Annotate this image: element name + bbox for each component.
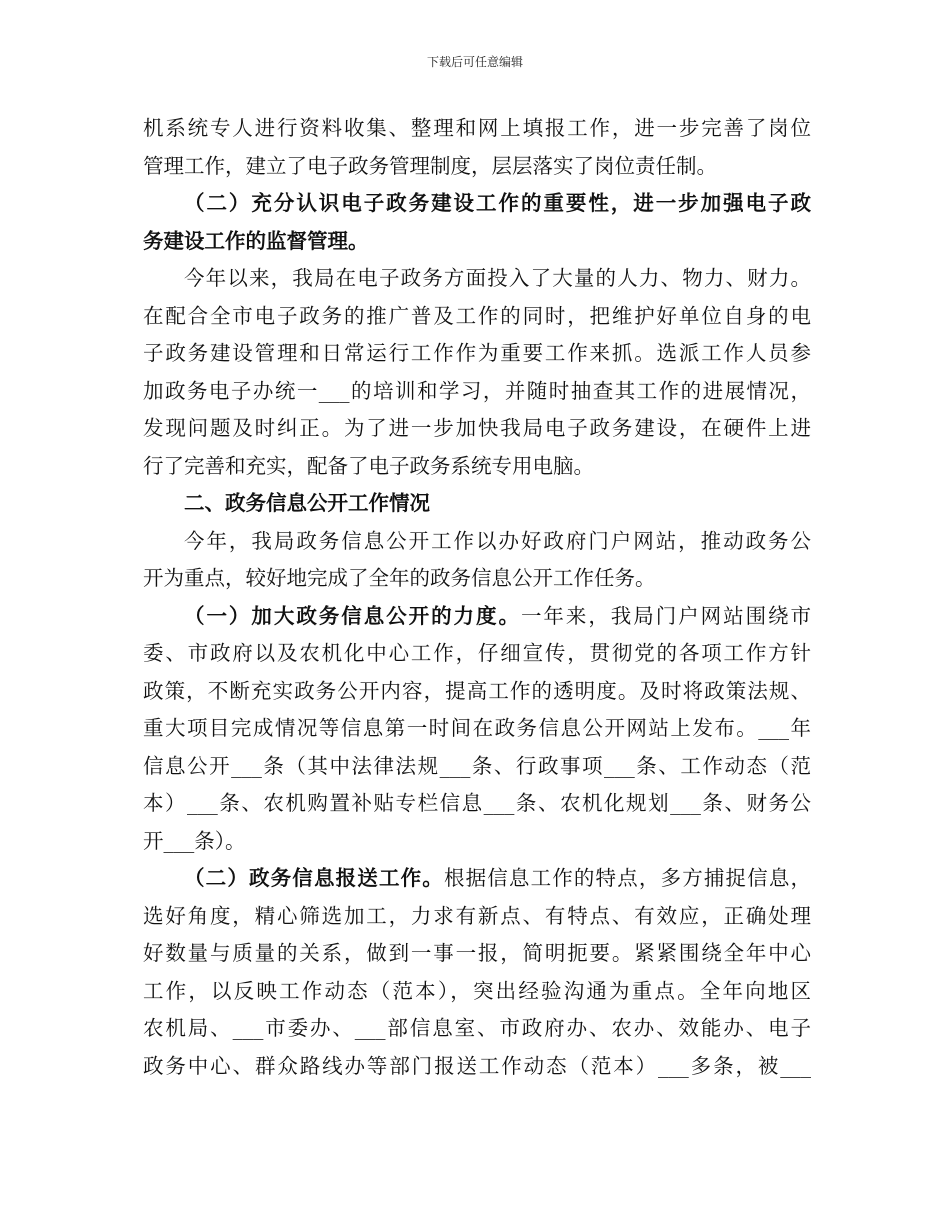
line-text: 机系统专人进行资料收集、整理和网上填报工作，进一步完善了岗位 bbox=[143, 116, 811, 140]
line-text: 行了完善和充实，配备了电子政务系统专用电脑。 bbox=[143, 453, 594, 478]
text-line bbox=[143, 298, 811, 336]
bold-heading: （二）政务信息报送工作。 bbox=[184, 866, 444, 890]
text-line bbox=[143, 860, 811, 898]
line-text: 工作，以反映工作动态（范本），突出经验沟通为重点。全年向地区 bbox=[143, 978, 811, 1003]
bold-heading: （二）充分认识电子政务建设工作的重要性，进一步加强电子政 bbox=[184, 191, 811, 215]
text-line bbox=[143, 410, 811, 448]
text-line bbox=[143, 785, 811, 823]
text-line bbox=[143, 935, 811, 973]
text-line bbox=[143, 1010, 811, 1048]
line-text: 开___条）。 bbox=[143, 828, 246, 853]
line-text: 选好角度，精心筛选加工，力求有新点、有特点、有效应，正确处理 bbox=[143, 903, 811, 928]
line-text: 政策，不断充实政务公开内容，提高工作的透明度。及时将政策法规、 bbox=[143, 678, 811, 703]
text-line bbox=[143, 823, 811, 861]
text-line bbox=[143, 335, 811, 373]
line-text: 委、市政府以及农机化中心工作，仔细宣传，贯彻党的各项工作方针 bbox=[143, 641, 811, 665]
text-line bbox=[143, 260, 811, 298]
text-line bbox=[143, 485, 811, 523]
text-line bbox=[143, 598, 811, 636]
text-line bbox=[143, 710, 811, 748]
line-text: 信息公开___条（其中法律法规___条、行政事项___条、工作动态（范 bbox=[143, 753, 811, 778]
text-line bbox=[143, 673, 811, 711]
bold-heading: （一）加大政务信息公开的力度。 bbox=[184, 603, 521, 628]
text-line bbox=[143, 973, 811, 1011]
bold-heading: 务建设工作的监督管理。 bbox=[143, 228, 369, 253]
line-text: 子政务建设管理和日常运行工作作为重要工作来抓。选派工作人员参 bbox=[143, 341, 811, 365]
text-line bbox=[143, 523, 811, 561]
line-text: 今年，我局政务信息公开工作以办好政府门户网站，推动政务公 bbox=[184, 528, 811, 553]
bold-heading: 二、政务信息公开工作情况 bbox=[184, 491, 430, 515]
line-text: 农机局、___市委办、___部信息室、市政府办、农办、效能办、电子 bbox=[143, 1016, 811, 1040]
text-line bbox=[143, 560, 811, 598]
line-text: 管理工作，建立了电子政务管理制度，层层落实了岗位责任制。 bbox=[143, 153, 717, 178]
page-header: 下载后可任意编辑 bbox=[426, 55, 523, 69]
line-text: 今年以来，我局在电子政务方面投入了大量的人力、物力、财力。 bbox=[184, 266, 811, 290]
text-line bbox=[143, 185, 811, 223]
text-line bbox=[143, 1048, 811, 1086]
line-text: 加政务电子办统一___的培训和学习，并随时抽查其工作的进展情况， bbox=[143, 378, 811, 403]
text-line bbox=[143, 373, 811, 411]
text-line bbox=[143, 448, 811, 486]
text-line bbox=[143, 898, 811, 936]
line-text: 在配合全市电子政务的推广普及工作的同时，把维护好单位自身的电 bbox=[143, 303, 811, 328]
text-line bbox=[143, 748, 811, 786]
line-text: 一年来，我局门户网站围绕市 bbox=[520, 603, 811, 628]
text-line bbox=[143, 223, 811, 261]
line-text: 好数量与质量的关系，做到一事一报，简明扼要。紧紧围绕全年中心 bbox=[143, 941, 811, 965]
text-line bbox=[143, 148, 811, 186]
line-text: 根据信息工作的特点，多方捕捉信息， bbox=[443, 866, 811, 890]
text-line bbox=[143, 110, 811, 148]
line-text: 开为重点，较好地完成了全年的政务信息公开工作任务。 bbox=[143, 566, 656, 590]
line-text: 本）___条、农机购置补贴专栏信息___条、农机化规划___条、财务公 bbox=[143, 791, 811, 815]
text-line bbox=[143, 635, 811, 673]
line-text: 政务中心、群众路线办等部门报送工作动态（范本）___多条，被___ bbox=[143, 1053, 811, 1078]
line-text: 发现问题及时纠正。为了进一步加快我局电子政务建设，在硬件上进 bbox=[143, 416, 811, 440]
document-body bbox=[143, 110, 811, 1085]
line-text: 重大项目完成情况等信息第一时间在政务信息公开网站上发布。___年 bbox=[143, 716, 811, 740]
